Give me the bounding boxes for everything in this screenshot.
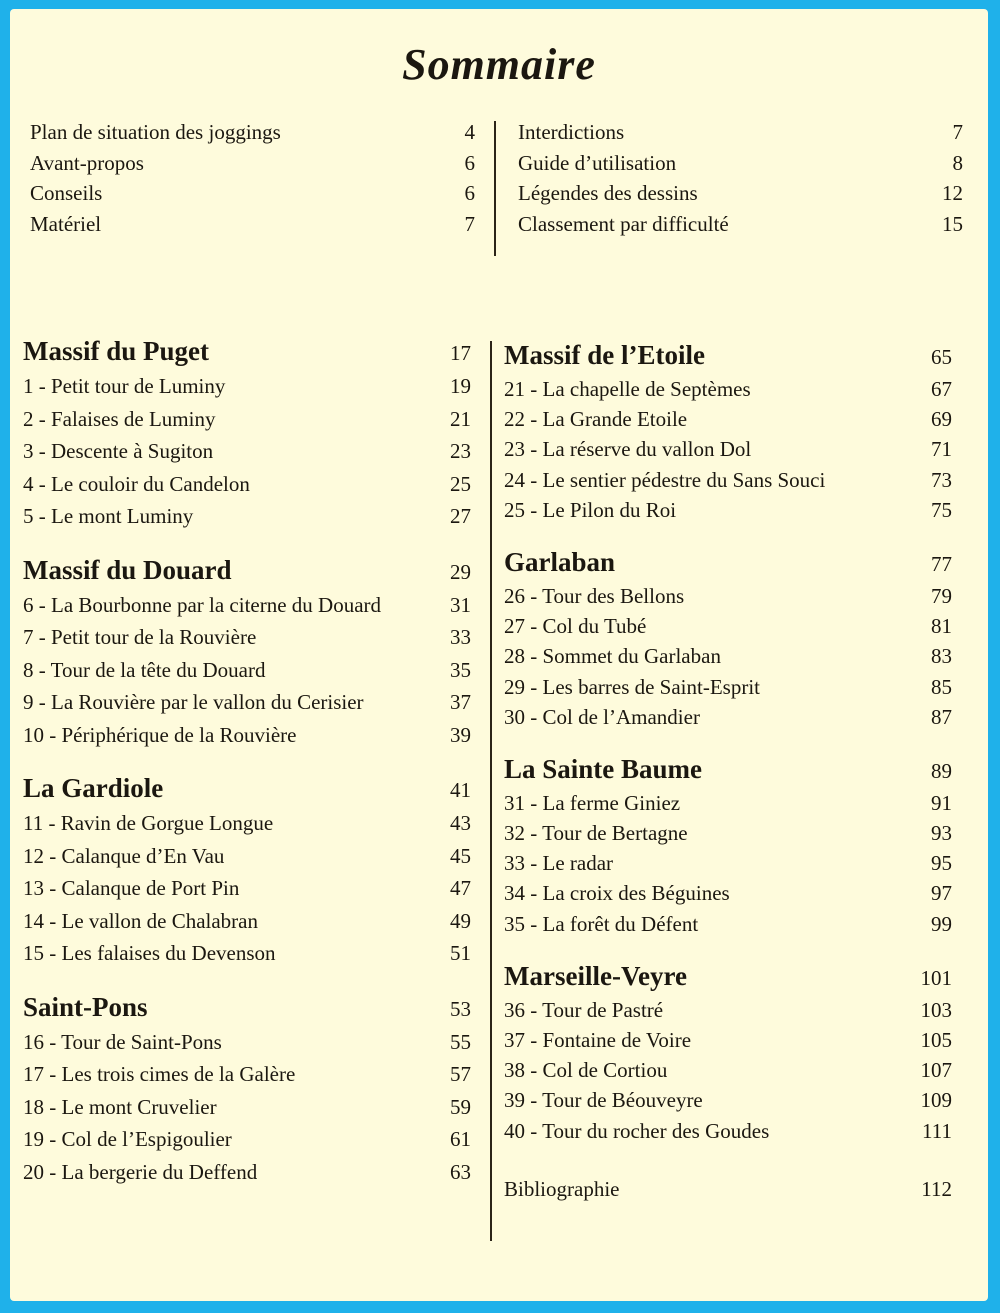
toc-section [504, 751, 952, 939]
toc-entry [30, 148, 475, 179]
section-title: Massif de l’Etoile [504, 340, 705, 370]
toc-entry [518, 117, 963, 148]
toc-entry [504, 641, 952, 671]
entry-page: 111 [922, 1118, 952, 1143]
entry-label: Conseils [30, 181, 103, 205]
entry-page: 27 [450, 504, 471, 528]
toc-entry [504, 611, 952, 641]
entry-label: 31 - La ferme Giniez [504, 790, 681, 815]
entry-label: 36 - Tour de Pastré [504, 997, 664, 1022]
entry-page: 25 [450, 471, 471, 496]
toc-entry [23, 1026, 471, 1059]
section-heading [504, 751, 952, 788]
section-page: 29 [450, 559, 471, 584]
entry-label: 1 - Petit tour de Luminy [23, 374, 226, 398]
intro-list-left [30, 117, 475, 239]
entry-page: 55 [450, 1029, 471, 1054]
toc-entry [518, 209, 963, 240]
entry-label: 11 - Ravin de Gorgue Longue [23, 811, 274, 835]
entry-page: 112 [921, 1176, 952, 1201]
entry-label: 38 - Col de Cortiou [504, 1058, 668, 1083]
entry-page: 85 [931, 674, 952, 699]
entry-label: 35 - La forêt du Défent [504, 911, 699, 936]
section-title: Marseille-Veyre [504, 960, 687, 991]
entry-label: 40 - Tour du rocher des Goudes [504, 1118, 770, 1143]
entry-page: 99 [931, 911, 952, 936]
toc-entry [30, 209, 475, 240]
toc-entry [23, 1156, 471, 1189]
toc-entry [23, 435, 471, 468]
entry-label: 39 - Tour de Béouveyre [504, 1088, 703, 1113]
toc-entry [504, 374, 952, 404]
entry-label: Plan de situation des joggings [30, 120, 281, 144]
entry-label: 17 - Les trois cimes de la Galère [23, 1062, 296, 1086]
entry-label: 26 - Tour des Bellons [504, 583, 685, 608]
toc-entry [504, 1025, 952, 1055]
entry-page: 63 [450, 1159, 471, 1184]
toc-entry [504, 818, 952, 848]
entry-label: 9 - La Rouvière par le vallon du Cerisier [23, 690, 364, 714]
entry-page: 23 [450, 439, 471, 463]
entry-label: 16 - Tour de Saint-Pons [23, 1029, 222, 1054]
entry-label: Guide d’utilisation [518, 150, 677, 175]
entry-label: 20 - La bergerie du Deffend [23, 1159, 258, 1184]
entry-page: 61 [450, 1127, 471, 1151]
entry-label: Classement par difficulté [518, 211, 729, 236]
entry-page: 37 [450, 690, 471, 714]
entry-page: 7 [464, 211, 475, 236]
entry-page: 7 [952, 120, 963, 144]
section-page: 65 [931, 345, 952, 369]
toc-entry [23, 937, 471, 970]
entry-page: 103 [920, 997, 952, 1022]
entry-page: 93 [931, 821, 952, 846]
section-title: Saint-Pons [23, 991, 148, 1022]
toc-section [504, 958, 952, 1146]
entry-page: 47 [450, 876, 471, 900]
toc-entry [23, 872, 471, 905]
toc-entry [23, 589, 471, 622]
entry-page: 6 [464, 150, 475, 175]
entry-page: 31 [450, 592, 471, 617]
toc-entry [504, 404, 952, 434]
toc-entry [518, 178, 963, 209]
toc-entry [504, 495, 952, 525]
toc-entry [504, 434, 952, 464]
entry-page: 97 [931, 881, 952, 906]
entry-page: 75 [931, 497, 952, 522]
entry-label: Matériel [30, 211, 102, 236]
toc-entry [518, 148, 963, 179]
entry-page: 83 [931, 644, 952, 669]
section-heading [23, 770, 471, 807]
toc-entry [23, 1091, 471, 1124]
entry-label: 10 - Périphérique de la Rouvière [23, 722, 297, 747]
page-title: Sommaire [402, 40, 596, 89]
toc-entry [23, 719, 471, 752]
toc-entry [30, 117, 475, 148]
entry-page: 51 [450, 941, 471, 965]
entry-label: 7 - Petit tour de la Rouvière [23, 625, 257, 649]
entry-label: 32 - Tour de Bertagne [504, 821, 688, 846]
toc-entry [504, 672, 952, 702]
entry-label: 8 - Tour de la tête du Douard [23, 657, 266, 682]
entry-label: Bibliographie [504, 1176, 620, 1201]
entry-page: 21 [450, 406, 471, 431]
entry-label: Interdictions [518, 120, 625, 144]
intro-list-right [518, 117, 963, 239]
toc-page [10, 9, 988, 1301]
toc-entry [504, 1055, 952, 1085]
entry-label: 27 - Col du Tubé [504, 614, 647, 639]
section-heading [23, 552, 471, 589]
entry-label: 13 - Calanque de Port Pin [23, 876, 240, 900]
toc-entry [23, 654, 471, 687]
entry-label: 2 - Falaises de Luminy [23, 406, 216, 431]
toc-column-left [23, 333, 471, 1207]
section-heading [23, 989, 471, 1026]
section-heading [504, 337, 952, 374]
bibliography-entry [504, 1173, 952, 1205]
entry-page: 45 [450, 843, 471, 868]
entry-page: 71 [931, 437, 952, 462]
toc-entry [23, 1058, 471, 1091]
entry-label: 34 - La croix des Béguines [504, 881, 730, 906]
toc-entry [504, 1116, 952, 1146]
toc-column-right [504, 337, 952, 1205]
section-page: 41 [450, 778, 471, 802]
toc-entry [23, 686, 471, 719]
toc-section [23, 333, 471, 533]
entry-label: 4 - Le couloir du Candelon [23, 471, 250, 496]
entry-label: 37 - Fontaine de Voire [504, 1028, 692, 1052]
entry-label: 33 - Le radar [504, 851, 614, 876]
column-divider [490, 341, 492, 1241]
toc-section [23, 989, 471, 1189]
entry-label: 5 - Le mont Luminy [23, 504, 194, 528]
toc-entry [504, 581, 952, 611]
toc-entry [504, 878, 952, 908]
toc-entry [504, 702, 952, 732]
entry-page: 73 [931, 467, 952, 492]
section-heading [504, 958, 952, 995]
entry-label: 21 - La chapelle de Septèmes [504, 377, 751, 401]
section-title: Massif du Douard [23, 554, 232, 585]
entry-label: 19 - Col de l’Espigoulier [23, 1127, 232, 1151]
entry-label: 30 - Col de l’Amandier [504, 704, 700, 729]
entry-label: 12 - Calanque d’En Vau [23, 843, 225, 868]
entry-page: 39 [450, 722, 471, 747]
entry-label: 6 - La Bourbonne par la citerne du Douard [23, 592, 382, 617]
entry-label: 15 - Les falaises du Devenson [23, 941, 276, 965]
entry-page: 8 [952, 150, 963, 175]
entry-label: 28 - Sommet du Garlaban [504, 644, 721, 669]
toc-section [504, 337, 952, 525]
section-heading [504, 544, 952, 581]
section-title: Garlaban [504, 546, 616, 577]
toc-entry [23, 403, 471, 436]
section-heading [23, 333, 471, 370]
entry-page: 107 [920, 1058, 952, 1083]
section-title: Massif du Puget [23, 336, 210, 366]
entry-page: 35 [450, 657, 471, 682]
section-title: La Gardiole [23, 773, 164, 803]
entry-page: 69 [931, 407, 952, 432]
toc-section [23, 552, 471, 752]
toc-entry [504, 788, 952, 818]
entry-page: 57 [450, 1062, 471, 1086]
entry-label: 3 - Descente à Sugiton [23, 439, 214, 463]
toc-section [23, 770, 471, 970]
entry-page: 59 [450, 1094, 471, 1119]
entry-page: 43 [450, 811, 471, 835]
entry-page: 67 [931, 377, 952, 401]
toc-entry [23, 1123, 471, 1156]
toc-entry [504, 1085, 952, 1115]
entry-label: Avant-propos [30, 150, 144, 175]
entry-page: 4 [464, 120, 475, 144]
entry-label: 14 - Le vallon de Chalabran [23, 908, 258, 933]
toc-section [504, 544, 952, 732]
entry-label: Légendes des dessins [518, 181, 698, 205]
entry-label: 29 - Les barres de Saint-Esprit [504, 674, 761, 699]
entry-page: 33 [450, 625, 471, 649]
entry-page: 109 [920, 1088, 952, 1113]
section-page: 89 [931, 758, 952, 783]
entry-page: 91 [931, 790, 952, 815]
toc-entry [504, 995, 952, 1025]
entry-page: 15 [942, 211, 963, 236]
entry-page: 105 [920, 1028, 952, 1052]
section-title: La Sainte Baume [504, 753, 703, 784]
toc-entry [23, 621, 471, 654]
toc-entry [23, 905, 471, 938]
entry-page: 6 [464, 181, 475, 205]
entry-page: 12 [942, 181, 963, 205]
entry-label: 23 - La réserve du vallon Dol [504, 437, 752, 462]
entry-page: 81 [931, 614, 952, 639]
toc-entry [23, 500, 471, 533]
entry-page: 79 [931, 583, 952, 608]
entry-label: 18 - Le mont Cruvelier [23, 1094, 217, 1119]
toc-entry [504, 848, 952, 878]
toc-entry [30, 178, 475, 209]
entry-label: 24 - Le sentier pédestre du Sans Souci [504, 467, 826, 492]
section-page: 101 [920, 965, 952, 990]
entry-page: 87 [931, 704, 952, 729]
column-divider [494, 121, 496, 256]
toc-entry [23, 370, 471, 403]
toc-entry [23, 840, 471, 873]
entry-label: 22 - La Grande Etoile [504, 407, 688, 432]
toc-entry [23, 468, 471, 501]
section-page: 17 [450, 341, 471, 365]
toc-entry [504, 465, 952, 495]
section-page: 77 [931, 551, 952, 576]
entry-label: 25 - Le Pilon du Roi [504, 497, 677, 522]
entry-page: 95 [931, 851, 952, 876]
entry-page: 49 [450, 908, 471, 933]
section-page: 53 [450, 996, 471, 1021]
entry-page: 19 [450, 374, 471, 398]
toc-entry [23, 807, 471, 840]
toc-entry [504, 909, 952, 939]
